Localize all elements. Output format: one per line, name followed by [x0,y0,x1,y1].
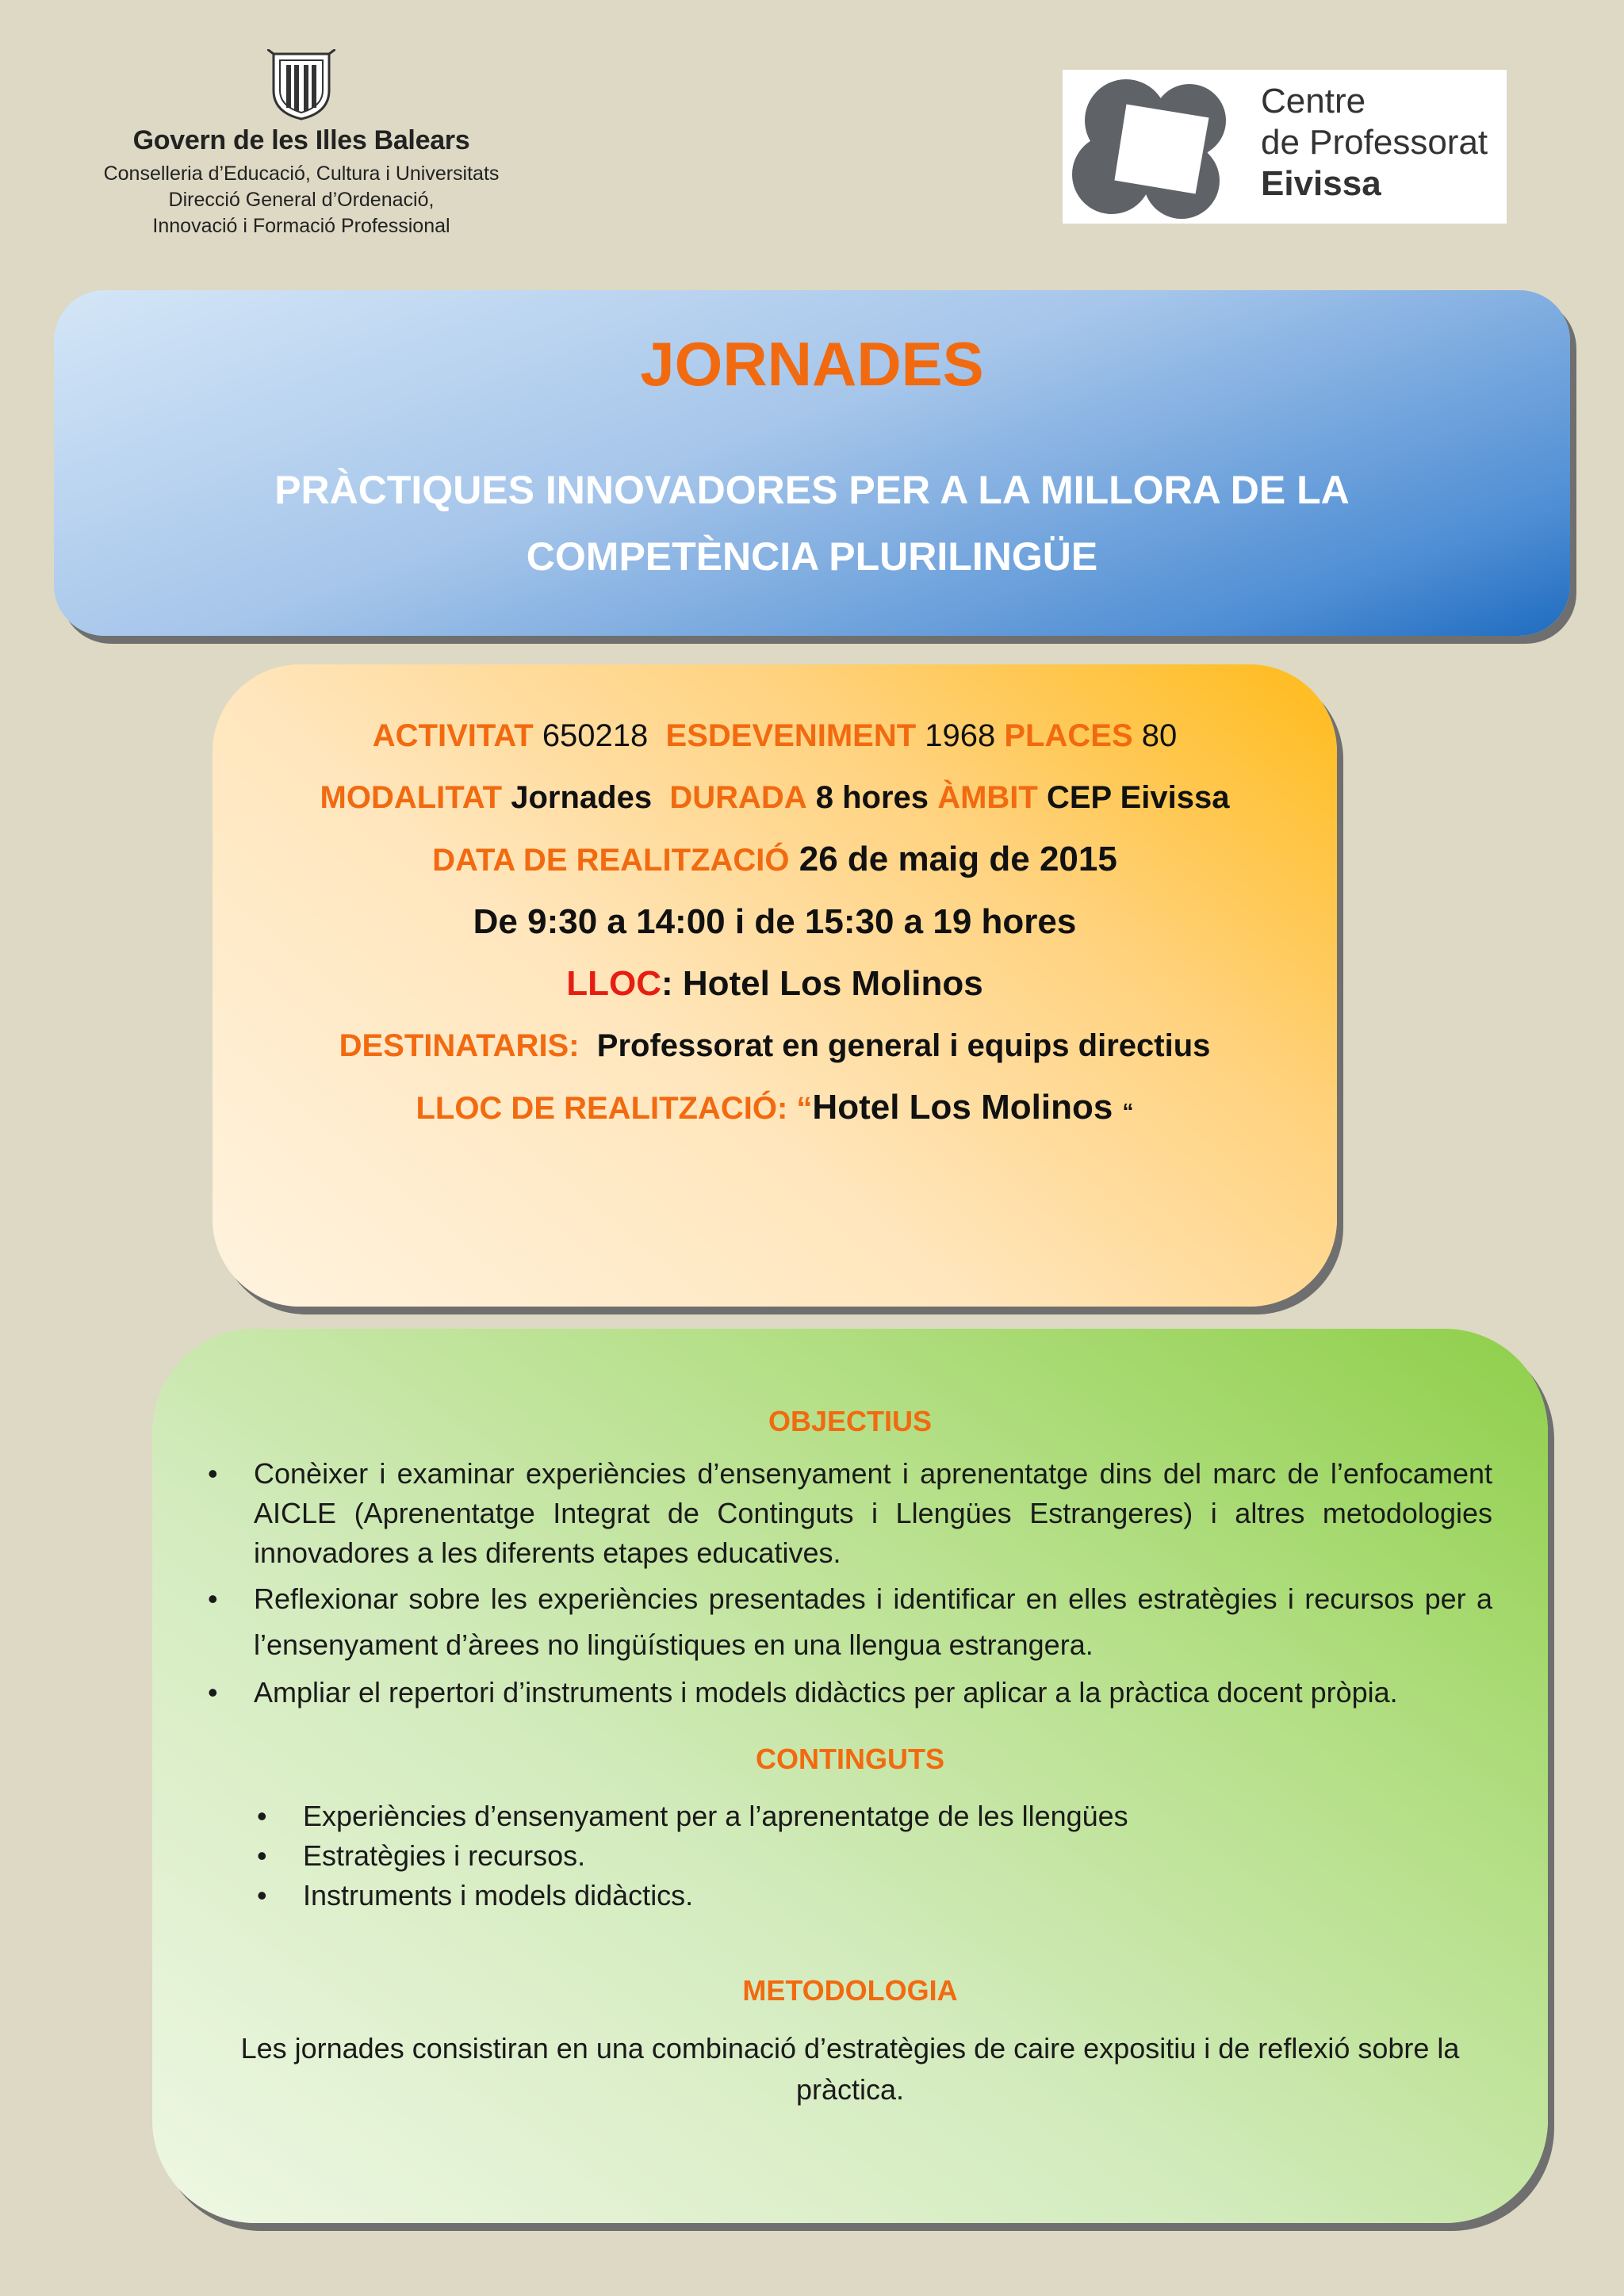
lloc-value: : Hotel Los Molinos [661,964,983,1003]
cep-logo-line: Eivissa [1261,164,1381,203]
bullet-icon: • [208,1582,218,1615]
list-item [257,1876,1492,1915]
data-realitzacio-label: DATA DE REALITZACIÓ [432,843,790,878]
coat-of-arms-icon [267,49,335,121]
list-item-text: Ampliar el repertori d’instruments i models didàctics per aplicar a la pràctica docent pròpia. [254,1676,1398,1709]
bullet-icon: • [257,1879,267,1911]
government-logo [71,49,531,239]
schedule-line [213,903,1337,941]
date-line [213,840,1337,879]
activitat-value: 650218 [542,718,649,753]
durada-value: 8 hores [815,780,929,815]
activity-codes-line [213,717,1337,755]
list-item-text: Reflexionar sobre les experiències presentades i identificar en elles estratègies i recursos per a l’ensenyament d’àrees no lingüístiques en una llengua estrangera. [254,1582,1492,1661]
page-subtitle-line: COMPETÈNCIA PLURILINGÜE [526,534,1098,579]
page-title: JORNADES [640,329,984,399]
cep-eivissa-logo [1063,70,1507,224]
bullet-icon: • [257,1839,267,1872]
schedule-text: De 9:30 a 14:00 i de 15:30 a 19 hores [473,902,1077,941]
bullet-icon: • [208,1457,218,1490]
cep-logo-line: Centre [1261,82,1366,121]
objectius-heading: OBJECTIUS [768,1405,933,1437]
bullet-icon: • [208,1676,218,1709]
list-item [208,1454,1492,1573]
government-department-line: Innovació i Formació Professional [152,215,450,237]
list-item [257,1797,1492,1836]
list-item-text: Experiències d’ensenyament per a l’aprenentatge de les llengües [303,1800,1128,1832]
list-item-text: Instruments i models didàctics. [303,1879,694,1911]
esdeveniment-value: 1968 [925,718,996,753]
durada-label: DURADA [669,780,807,815]
content-panel [152,1329,1548,2223]
page-subtitle [149,457,1475,590]
places-label: PLACES [1004,718,1133,753]
ambit-value: CEP Eivissa [1046,780,1230,815]
lloc-realitzacio-close-quote: “ [1122,1099,1134,1123]
list-item [257,1836,1492,1876]
modalitat-label: MODALITAT [320,780,503,815]
cep-logo-line: de Professorat [1261,123,1488,162]
government-department-line: Direcció General d’Ordenació, [168,189,435,211]
government-name: Govern de les Illes Balears [132,125,470,155]
government-department-line: Conselleria d’Educació, Cultura i Universitats [103,163,500,185]
modalitat-value: Jornades [511,780,653,815]
lloc-realitzacio-line [213,1089,1337,1131]
ambit-label: ÀMBIT [937,780,1038,815]
continguts-list [257,1797,1492,1915]
destinataris-line [213,1027,1337,1065]
lloc-realitzacio-value: Hotel Los Molinos [812,1088,1113,1127]
activity-info-panel [213,664,1337,1307]
list-item-text: Estratègies i recursos. [303,1839,586,1872]
cep-logo-mark-icon [1063,70,1237,224]
data-realitzacio-value: 26 de maig de 2015 [799,840,1117,878]
metodologia-text: Les jornades consistiran en una combinació d’estratègies de caire expositiu i de reflexió sobre la pràctica. [240,2032,1460,2106]
lloc-label: LLOC [566,964,661,1003]
activitat-label: ACTIVITAT [372,718,534,753]
cep-logo-text [1261,81,1488,205]
list-item [208,1673,1492,1712]
destinataris-value: Professorat en general i equips directius [596,1028,1211,1063]
destinataris-label: DESTINATARIS: [339,1028,580,1063]
page-subtitle-line: PRÀCTIQUES INNOVADORES PER A LA MILLORA DE LA [274,468,1350,512]
esdeveniment-label: ESDEVENIMENT [665,718,917,753]
lloc-realitzacio-label: LLOC DE REALITZACIÓ: “ [416,1091,813,1126]
places-value: 80 [1141,718,1178,753]
metodologia-heading: METODOLOGIA [742,1974,958,2007]
bullet-icon: • [257,1800,267,1832]
continguts-heading: CONTINGUTS [756,1743,944,1775]
modalitat-line [213,779,1337,817]
list-item-text: Conèixer i examinar experiències d’ensenyament i aprenentatge dins del marc de l’enfocament AICLE (Aprenentatge Integrat de Continguts i Llengües Estrangeres) i altres metodologies innovadores a les diferents etapes educatives. [254,1457,1492,1569]
objectius-list [208,1454,1492,1716]
title-panel [54,290,1570,636]
lloc-line [213,965,1337,1003]
list-item [208,1576,1492,1668]
